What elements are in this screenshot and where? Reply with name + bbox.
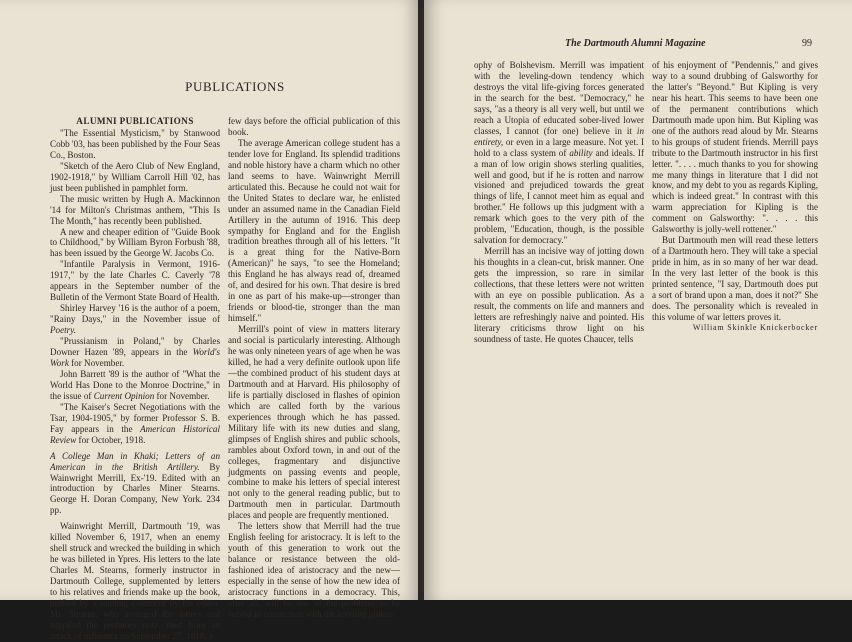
review-paragraph: Merrill has an incisive way of jotting down his thoughts in a clean-cut, brisk manner. One gets the impression, so rare in similar collections, that these letters were not written with an eye on possible publication. As a result, the comments on life and manners and letters are refreshingly naive and pointed. His literary criticisms throw light on his soundness of taste. He quotes Chaucer, tells <box>474 246 644 344</box>
alumni-item: John Barrett '89 is the author of "What the World Has Done to the Monroe Doctrine," in the issue of Current Opinion for November. <box>50 368 220 401</box>
running-head: The Dartmouth Alumni Magazine <box>565 38 706 49</box>
review-paragraph: ophy of Bolshevism. Merrill was impatient with the leveling-down tendency which destroys the vital life-giving forces generated in the search for the best. "Democracy," he says, "as a theory is all very well, but until we reach a Utopia of educated sober-lived lower classes, I cannot (for one) believe in it in entirety, or even in a large measure. Not yet. I hold to a class system of ability and ideals. If a man of low origin shows sterling qualities, well and good, but if he is rotten and narrow visioned and prejudiced towards the great things of life, I cannot meet him as equal and brother." He follows up this judgment with a remark which goes to the very pith of the problem, "Education, though, is the possible salvation for democracy." <box>474 60 644 246</box>
right-column-1 <box>474 60 644 345</box>
alumni-item: "Infantile Paralysis in Vermont, 1916-1917," by the late Charles C. Caverly '78 appears in the September number of the Bulletin of the Vermont State Board of Health. <box>50 259 220 303</box>
alumni-item: The music written by Hugh A. Mackinnon '14 for Milton's Christmas anthem, "This Is The Month," has recently been published. <box>50 193 220 226</box>
alumni-item: "Sketch of the Aero Club of New England, 1902-1918," by William Carroll Hill '02, has just been published in pamphlet form. <box>50 160 220 193</box>
page-title: PUBLICATIONS <box>185 79 285 94</box>
left-column-1 <box>50 116 220 642</box>
review-paragraph: Merrill's point of view in matters literary and social is particularly interesting. Although he was only nineteen years of age when he was killed, he had a very definite outlook upon life—the combined product of his student days at Dartmouth and at Harvard. His philosophy of life is partially disclosed in flashes of opinion which are called forth by the various experiences through which he has passed. Military life with its new duties and slang, glimpses of English shires and public schools, rambles about Oxford town, in and out of the colleges, fragmentary and disjunctive judgments on passing events and people, combine to make his letters of special interest not only to the general reading public, but to Dartmouth men in particular. Dartmouth places and people are frequently mentioned. <box>228 324 400 521</box>
alumni-item: "The Essential Mysticism," by Stanwood Cobb '03, has been published by the Four Seas Co., Boston. <box>50 127 220 160</box>
alumni-item: "Prussianism in Poland," by Charles Downer Hazen '89, appears in the World's Work for November. <box>50 336 220 368</box>
author-signature: William Skinkle Knickerbocker <box>692 322 818 332</box>
alumni-item: Shirley Harvey '16 is the author of a poem, "Rainy Days," in the November issue of Poetry. <box>50 303 220 336</box>
page-number: 99 <box>802 38 812 49</box>
review-paragraph: But Dartmouth men will read these letters of a Dartmouth hero. They will take a special pride in him, as in so many of her war dead. In the very last letter of the book is this printed sentence, "I say, Dartmouth does put a sort of brand upon a man, does it not?" She does. The personality which is revealed in this volume of war letters proves it. <box>652 235 818 322</box>
alumni-item: "The Kaiser's Secret Negotiations with the Tsar, 1904-1905," by former Professor S. B. Fay appears in the American Historical Review for October, 1918. <box>50 401 220 445</box>
right-column-2 <box>652 60 818 334</box>
review-paragraph: of his enjoyment of "Pendennis," and gives way to a sound drubbing of Galsworthy for the latter's "Beyond." But Kipling is very near his heart. This seems to have been one of the permanent contributions which Dartmouth made upon him. But Kipling was one of the authors read aloud by Mr. Stearns to his groups of student friends. Merrill pays tribute to the Dartmouth instructor in his first letter. ". . . . much thanks to you for showing me many things in literature that I did not know, and my debt to you as regards Kipling, which is indeed great." In contrast with this warm appreciation for Kipling is the comment on Galsworthy: ". . . . this Galsworthy is jolly-well rottener." <box>652 60 818 235</box>
alumni-item: A new and cheaper edition of "Guide Book to Childhood," by William Byron Forbush '88, has been issued by the George W. Jacobs Co. <box>50 226 220 259</box>
book-review-heading: A College Man in Khaki; Letters of an American in the British Artillery. By Wainwright Merrill, Ex-'19. Edited with an introduction by Charles Miner Stearns. George H. Doran Company, New York. 234 pp. <box>50 450 221 516</box>
section-heading: ALUMNI PUBLICATIONS <box>76 116 194 126</box>
review-paragraph: few days before the official publication of this book. <box>228 116 400 137</box>
left-column-2 <box>228 116 400 620</box>
review-paragraph: Wainwright Merrill, Dartmouth '19, was killed November 6, 1917, when an enemy shell struck and wrecked the building in which he was billeted in Ypres. His letters to the late Charles M. Stearns, formerly instructor in Dartmouth College, supplemented by letters to his relatives and friends make up the book, unified by a running comment by the editor. Mr. Stearns, who arranged the letters and supplied the prefatory note, died from an attack of influenza on September 27, 1918, a <box>50 521 220 641</box>
review-paragraph: The average American college student has a tender love for England. Its splendid traditions and noble history have a charm which no other land seems to have. Wainwright Merrill articulated this. Because he could not wait for the United States to declare war, he enlisted under an assumed name in the Canadian Field Artillery in the autumn of 1916. This deep sympathy for England and for the English tradition breathes through all of his letters. "It is a great thing for the Native-Born (American)" he says, "to see the Homeland; this England he has always read of, dreamed of, and desired for his own. That desire is bred in one as part of his make-up—stronger than friends or blood-tie, stronger than the man himself." <box>228 137 400 324</box>
left-page <box>0 0 420 641</box>
review-paragraph: The letters show that Merrill had the true English feeling for aristocracy. It is left to the youth of this generation to work out the balance or resistance between the old-fashioned idea of aristocracy and the new—especially in the sense of how the new idea of aristocracy functions in a democracy. This, after all, will be one of the problems to be solved in connection with the leveling philos- <box>228 521 400 619</box>
